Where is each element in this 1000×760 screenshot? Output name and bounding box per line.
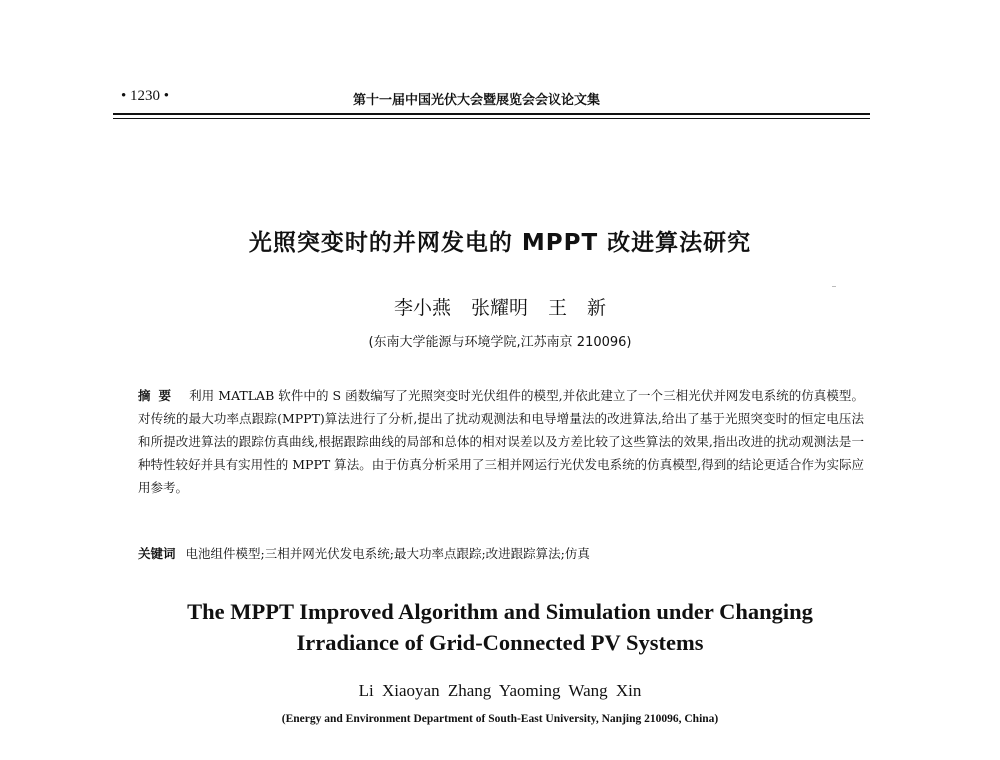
english-title	[0, 596, 1000, 658]
chinese-keywords	[138, 544, 864, 564]
english-affiliation: (Energy and Environment Department of South-East University, Nanjing 210096, China)	[281, 713, 719, 725]
chinese-authors: 李小燕 张耀明 王 新	[393, 297, 607, 319]
header-rule-thin	[113, 118, 870, 119]
english-authors: Li Xiaoyan Zhang Yaoming Wang Xin	[358, 681, 642, 700]
journal-title: 第十一届中国光伏大会暨展览会会议论文集	[353, 93, 601, 108]
english-title-line-1: The MPPT Improved Algorithm and Simulation under Changing	[187, 599, 813, 624]
page-number: • 1230 •	[121, 88, 170, 104]
header-rule-thick	[113, 113, 870, 115]
english-title-line-2: Irradiance of Grid-Connected PV Systems	[296, 630, 704, 655]
chinese-abstract	[138, 384, 864, 499]
chinese-affiliation: (东南大学能源与环境学院,江苏南京 210096)	[368, 335, 632, 350]
keywords-text: 电池组件模型;三相并网光伏发电系统;最大功率点跟踪;改进跟踪算法;仿真	[185, 546, 590, 561]
abstract-text: 利用 MATLAB 软件中的 S 函数编写了光照突变时光伏组件的模型,并依此建立了一个三相光伏并网发电系统的仿真模型。对传统的最大功率点跟踪(MPPT)算法进行了分析,提出了扰动观测法和电导增量法的改进算法,给出了基于光照突变时的恒定电压法和所提改进算法的跟踪仿真曲线,根据跟踪曲线的局部和总体的相对误差以及方差比较了这些算法的效果,指出改进的扰动观测法是一种特性较好并具有实用性的 MPPT 算法。由于仿真分析采用了三相并网运行光伏发电系统的仿真模型,得到的结论更适合作为实际应用参考。	[138, 388, 864, 495]
scan-mark	[832, 286, 836, 287]
running-head	[113, 88, 870, 112]
keywords-label: 关键词	[138, 546, 176, 561]
abstract-label: 摘要	[138, 388, 180, 403]
chinese-title: 光照突变时的并网发电的 MPPT 改进算法研究	[248, 230, 752, 256]
